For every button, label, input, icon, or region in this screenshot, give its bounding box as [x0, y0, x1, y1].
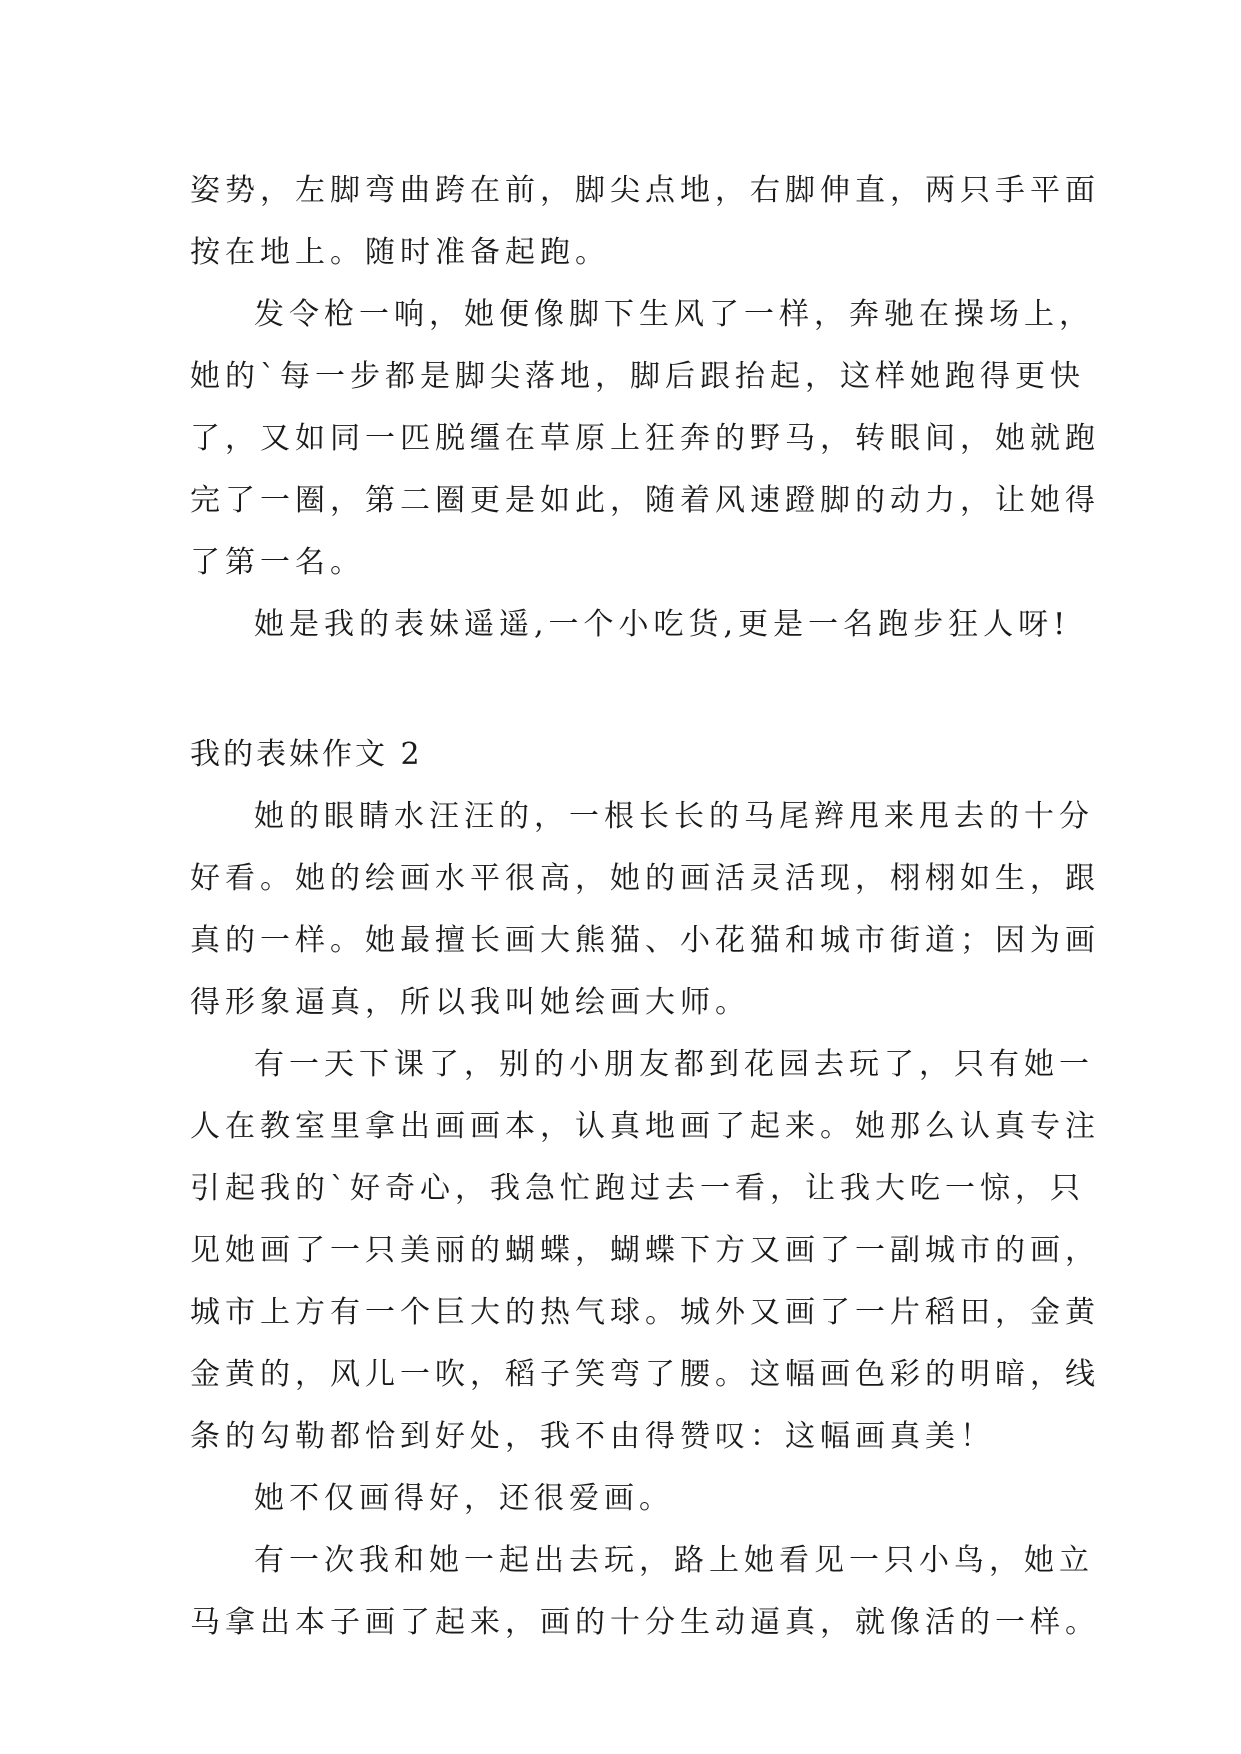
text-line: 人在教室里拿出画画本，认真地画了起来。她那么认真专注: [190, 1109, 1100, 1144]
text-line: 条的勾勒都恰到好处，我不由得赞叹：这幅画真美！: [190, 1419, 995, 1454]
text-line: 城市上方有一个巨大的热气球。城外又画了一片稻田，金黄: [190, 1295, 1100, 1330]
text-line: 真的一样。她最擅长画大熊猫、小花猫和城市街道；因为画: [190, 923, 1100, 958]
text-line: 金黄的，风儿一吹，稻子笑弯了腰。这幅画色彩的明暗，线: [190, 1357, 1100, 1392]
document-body: [190, 160, 1100, 1654]
text-line: 完了一圈，第二圈更是如此，随着风速蹬脚的动力，让她得: [190, 483, 1100, 518]
section-gap: [190, 656, 1070, 724]
text-line: 了，又如同一匹脱缰在草原上狂奔的野马，转眼间，她就跑: [190, 421, 1100, 456]
text-line: 有一天下课了，别的小朋友都到花园去玩了，只有她一: [254, 1047, 1094, 1082]
text-line: 按在地上。随时准备起跑。: [190, 235, 610, 270]
text-line: 了第一名。: [190, 545, 365, 580]
text-line: 马拿出本子画了起来，画的十分生动逼真，就像活的一样。: [190, 1605, 1100, 1640]
text-line: 她不仅画得好，还很爱画。: [254, 1481, 674, 1516]
essay-part-1: [190, 160, 1100, 656]
essay-part-2: [190, 786, 1100, 1654]
text-line: 姿势，左脚弯曲跨在前，脚尖点地，右脚伸直，两只手平面: [190, 173, 1100, 208]
text-line: 见她画了一只美丽的蝴蝶，蝴蝶下方又画了一副城市的画，: [190, 1233, 1100, 1268]
text-line: 她的`每一步都是脚尖落地，脚后跟抬起，这样她跑得更快: [190, 359, 1085, 394]
text-line: 发令枪一响，她便像脚下生风了一样，奔驰在操场上，: [254, 297, 1094, 332]
text-line: 有一次我和她一起出去玩，路上她看见一只小鸟，她立: [254, 1543, 1094, 1578]
text-line: 她是我的表妹遥遥,一个小吃货,更是一名跑步狂人呀!: [254, 607, 1071, 642]
text-line: 好看。她的绘画水平很高，她的画活灵活现，栩栩如生，跟: [190, 861, 1100, 896]
text-line: 她的眼睛水汪汪的，一根长长的马尾辫甩来甩去的十分: [254, 799, 1094, 834]
section-title: 我的表妹作文 2: [190, 737, 423, 772]
text-line: 引起我的`好奇心，我急忙跑过去一看，让我大吃一惊，只: [190, 1171, 1085, 1206]
text-line: 得形象逼真，所以我叫她绘画大师。: [190, 985, 750, 1020]
